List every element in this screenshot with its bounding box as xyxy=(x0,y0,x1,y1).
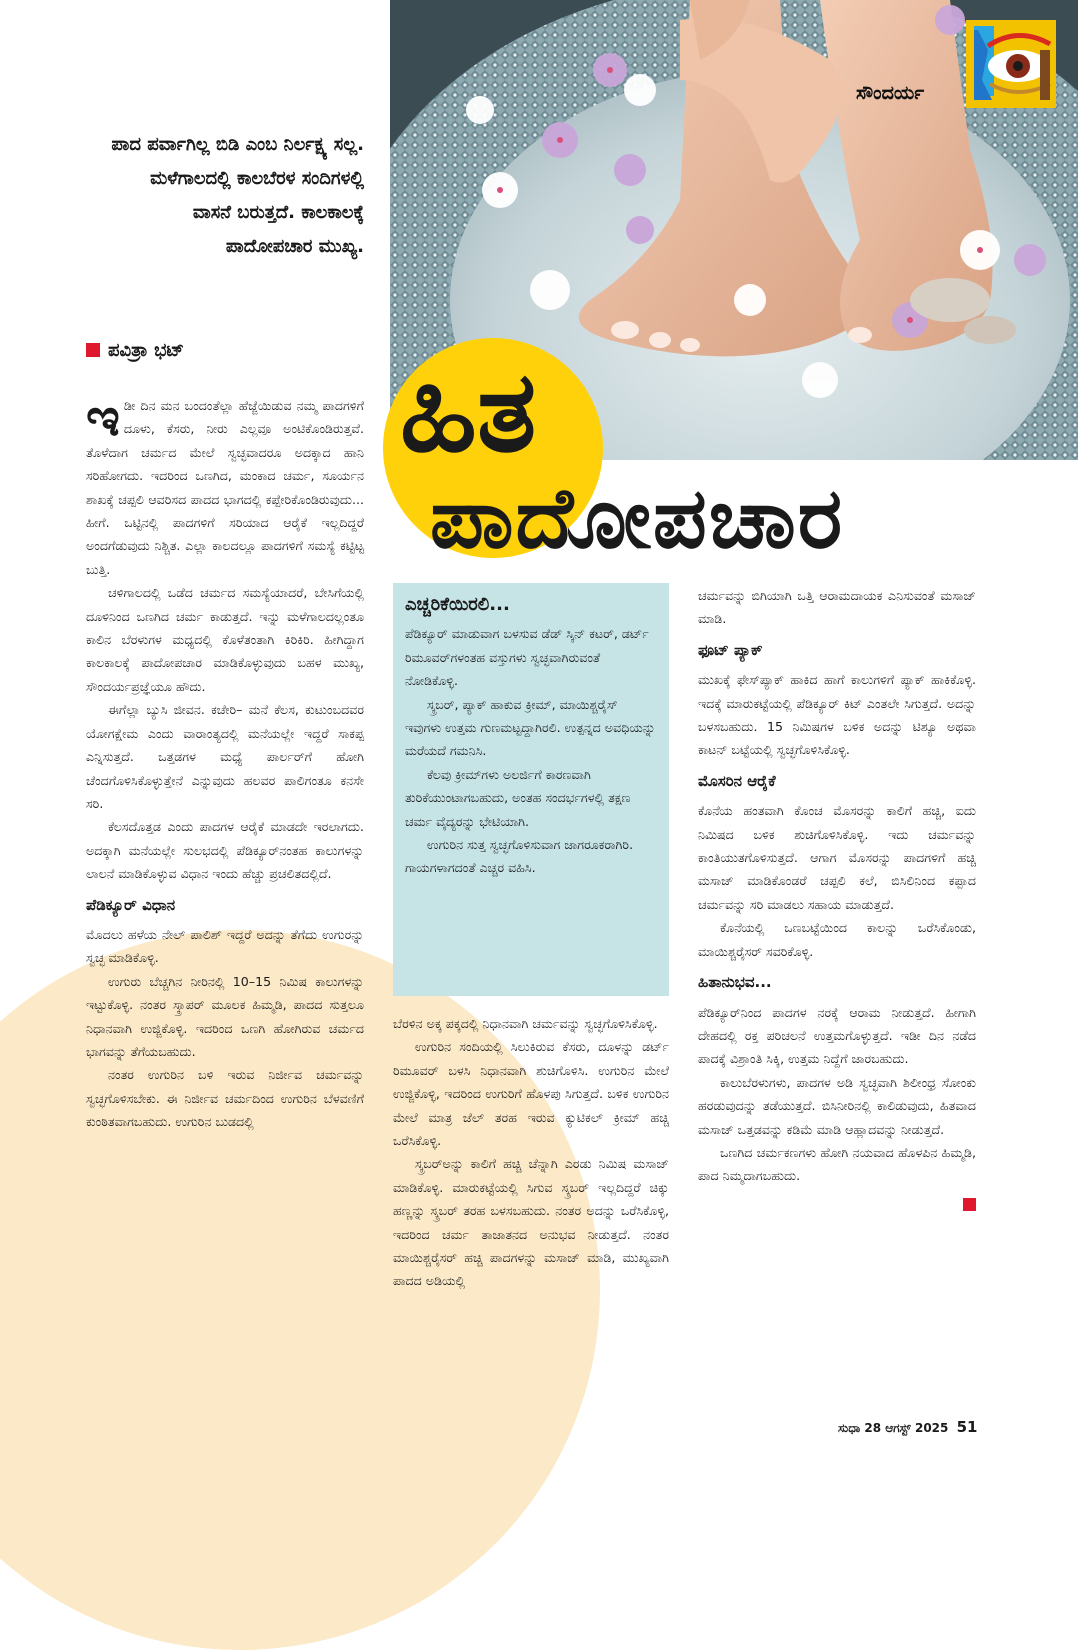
article-column-2 xyxy=(393,1012,669,1293)
magazine-name: ಸುಧಾ xyxy=(838,1421,861,1435)
end-of-article-marker xyxy=(963,1198,976,1211)
paragraph: ಪೆಡಿಕ್ಯೂರ್‌ನಿಂದ ಪಾದಗಳ ನರಕ್ಕೆ ಆರಾಮ ನೀಡುತ್ತದೆ. ಹೀಗಾಗಿ ದೇಹದಲ್ಲಿ ರಕ್ತ ಪರಿಚಲನೆ ಉತ್ತಮಗೊಳ್ಳುತ್ತದೆ. ಇಡೀ ದಿನ ನಡೆದ ಪಾದಕ್ಕೆ ವಿಶ್ರಾಂತಿ ಸಿಕ್ಕಿ, ಉತ್ತಮ ನಿದ್ದೆಗೆ ಜಾರಬಹುದು. xyxy=(698,1004,976,1067)
section-logo xyxy=(966,20,1056,108)
paragraph-text: ಡೀ ದಿನ ಮನ ಬಂದಂತೆಲ್ಲಾ ಹೆಜ್ಜೆಯಿಡುವ ನಮ್ಮ ಪಾದಗಳಿಗೆ ದೂಳು, ಕೆಸರು, ನೀರು ಎಲ್ಲವೂ ಅಂಟಿಕೊಂಡಿರುತ್ತವೆ. ತೊಳೆದಾಗ ಚರ್ಮದ ಮೇಲೆ ಸ್ವಚ್ಛವಾದರೂ ಅದಕ್ಕಾದ ಹಾನಿ ಸರಿಹೋಗದು. ಇದರಿಂದ ಒಣಗಿದ, ಮಂಕಾದ ಚರ್ಮ, ಸೂರ್ಯನ ಶಾಖಕ್ಕೆ ಚಪ್ಪಲಿ ಆವರಿಸದ ಪಾದದ ಭಾಗದಲ್ಲಿ ಕಪ್ಪೇರಿಕೊಂಡಿರುವುದು... ಹೀಗೆ. ಒಟ್ಟಿನಲ್ಲಿ ಪಾದಗಳಿಗೆ ಸರಿಯಾದ ಆರೈಕೆ ಇಲ್ಲದಿದ್ದರೆ ಅಂದಗೆಡುವುದು ನಿಶ್ಚಿತ. ಎಲ್ಲಾ ಕಾಲದಲ್ಲೂ ಪಾದಗಳಿಗೆ ಸಮಸ್ಯೆ ಕಟ್ಟಿಟ್ಟ ಬುತ್ತಿ. xyxy=(86,398,364,577)
paragraph: ಚರ್ಮವನ್ನು ಬಿಗಿಯಾಗಿ ಒತ್ತಿ ಆರಾಮದಾಯಕ ಎನಿಸುವಂತೆ ಮಸಾಜ್ ಮಾಡಿ. xyxy=(698,588,976,627)
subheading: ಪೆಡಿಕ್ಯೂರ್ ವಿಧಾನ xyxy=(86,895,176,914)
byline xyxy=(86,340,184,361)
paragraph: ಮುಖಕ್ಕೆ ಫೇಸ್‌ಪ್ಯಾಕ್ ಹಾಕಿದ ಹಾಗೆ ಕಾಲುಗಳಿಗೆ ಪ್ಯಾಕ್ ಹಾಕಿಕೊಳ್ಳಿ. ಇದಕ್ಕೆ ಮಾರುಕಟ್ಟೆಯಲ್ಲಿ ಪೆಡಿಕ್ಯೂರ್ ಕಿಟ್ ಎಂತಲೇ ಸಿಗುತ್ತದೆ. ಅದನ್ನು ಬಳಸಬಹುದು. 15 ನಿಮಿಷಗಳ ಬಳಿಕ ಅದನ್ನು ಟಿಶ್ಯೂ ಅಥವಾ ಕಾಟನ್ ಬಟ್ಟೆಯಲ್ಲಿ ಸ್ವಚ್ಛಗೊಳಿಸಿಕೊಳ್ಳಿ. xyxy=(698,672,976,758)
subheading: ಫೂಟ್ ಪ್ಯಾಕ್ xyxy=(698,640,763,659)
title-line-2: ಪಾದೋಪಚಾರ xyxy=(430,469,845,567)
issue-date: 28 ಆಗಸ್ಟ್ 2025 xyxy=(864,1421,949,1435)
paragraph: ಉಗುರು ಬೆಚ್ಚಗಿನ ನೀರಿನಲ್ಲಿ 10–15 ನಿಮಿಷ ಕಾಲುಗಳನ್ನು ಇಟ್ಟುಕೊಳ್ಳಿ. ನಂತರ ಸ್ಕ್ರಾಪರ್ ಮೂಲಕ ಹಿಮ್ಮಡಿ, ಪಾದದ ಸುತ್ತಲೂ ನಿಧಾನವಾಗಿ ಉಜ್ಜಿಕೊಳ್ಳಿ. ಇದರಿಂದ ಒಣಗಿ ಹೋಗಿರುವ ಚರ್ಮದ ಭಾಗವನ್ನು ತೆಗೆಯಬಹುದು. xyxy=(86,973,364,1059)
paragraph: ಈಗೆಲ್ಲಾ ಬ್ಯುಸಿ ಜೀವನ. ಕಚೇರಿ– ಮನೆ ಕೆಲಸ, ಕುಟುಂಬದವರ ಯೋಗಕ್ಷೇಮ ಎಂದು ವಾರಾಂತ್ಯದಲ್ಲಿ ಮನೆಯಲ್ಲೇ ಇದ್ದರೆ ಸಾಕಪ್ಪ ಎನ್ನಿಸುತ್ತದೆ. ಒತ್ತಡಗಳ ಮಧ್ಯೆ ಪಾರ್ಲರ್‌ಗೆ ಹೋಗಿ ಚೆಂದಗೊಳಿಸಿಕೊಳ್ಳುತ್ತೇನೆ ಎನ್ನುವುದು ಹಲವರ ಪಾಲಿಗಂತೂ ಕನಸೇ ಸರಿ. xyxy=(86,702,364,811)
warning-box xyxy=(393,583,669,996)
drop-cap: ಇ xyxy=(86,388,120,448)
paragraph: ಕಾಲುಬೆರಳುಗಳು, ಪಾದಗಳ ಅಡಿ ಸ್ವಚ್ಛವಾಗಿ ಶಿಲೀಂಧ್ರ ಸೋಂಕು ಹರಡುವುದನ್ನು ತಡೆಯುತ್ತದೆ. ಬಿಸಿನೀರಿನಲ್ಲಿ ಕಾಲಿಡುವುದು, ಹಿತವಾದ ಮಸಾಜ್ ಒತ್ತಡವನ್ನು ಕಡಿಮೆ ಮಾಡಿ ಆಹ್ಲಾದವನ್ನು ನೀಡುತ್ತದೆ. xyxy=(698,1074,976,1137)
page-footer xyxy=(838,1418,977,1436)
section-label: ಸೌಂದರ್ಯ xyxy=(856,82,925,104)
article-column-1 xyxy=(86,388,364,1134)
paragraph: ಕೊನೆಯಲ್ಲಿ ಒಣಬಟ್ಟೆಯಿಂದ ಕಾಲನ್ನು ಒರೆಸಿಕೊಂಡು, ಮಾಯಿಶ್ಚರೈಸರ್ ಸವರಿಕೊಳ್ಳಿ. xyxy=(698,920,976,959)
article-column-3 xyxy=(698,584,976,1211)
paragraph: ಪೆಡಿಕ್ಯೂರ್ ಮಾಡುವಾಗ ಬಳಸುವ ಡೆಡ್ ಸ್ಕಿನ್ ಕಟರ್, ಡರ್ಟ್ ರಿಮೂವರ್‌ಗಳಂತಹ ವಸ್ತುಗಳು ಸ್ವಚ್ಛವಾಗಿರುವಂತೆ ನೋಡಿಕೊಳ್ಳಿ. xyxy=(405,626,649,689)
subheading: ಹಿತಾನುಭವ... xyxy=(698,973,772,992)
paragraph: ಸ್ಕ್ರಬರ್‌ಅನ್ನು ಕಾಲಿಗೆ ಹಚ್ಚಿ ಚೆನ್ನಾಗಿ ಎರಡು ನಿಮಿಷ ಮಸಾಜ್ ಮಾಡಿಕೊಳ್ಳಿ. ಮಾರುಕಟ್ಟೆಯಲ್ಲಿ ಸಿಗುವ ಸ್ಕ್ರಬರ್ ಇಲ್ಲದಿದ್ದರೆ ಚಿಕ್ಕು ಹಣ್ಣನ್ನು ಸ್ಕ್ರಬರ್ ತರಹ ಬಳಸಬಹುದು. ನಂತರ ಅದನ್ನು ಒರೆಸಿಕೊಳ್ಳಿ, ಇದರಿಂದ ಚರ್ಮ ತಾಜಾತನದ ಅನುಭವ ನೀಡುತ್ತದೆ. ನಂತರ ಮಾಯಿಶ್ಚರೈಸರ್ ಹಚ್ಚಿ ಪಾದಗಳನ್ನು ಮಸಾಜ್ ಮಾಡಿ, ಮುಖ್ಯವಾಗಿ ಪಾದದ ಅಡಿಯಲ್ಲಿ xyxy=(393,1156,669,1289)
paragraph: ಮೊದಲು ಹಳೆಯ ನೇಲ್ ಪಾಲಿಶ್ ಇದ್ದರೆ ಅದನ್ನು ತೆಗೆದು ಉಗುರನ್ನು ಸ್ವಚ್ಛ ಮಾಡಿಕೊಳ್ಳಿ. xyxy=(86,926,364,966)
paragraph xyxy=(86,388,364,581)
paragraph: ಕೆಲಸದೊತ್ತಡ ಎಂದು ಪಾದಗಳ ಆರೈಕೆ ಮಾಡದೇ ಇರಲಾಗದು. ಅದಕ್ಕಾಗಿ ಮನೆಯಲ್ಲೇ ಸುಲಭದಲ್ಲಿ ಪೆಡಿಕ್ಯೂರ್‌ನಂತಹ ಕಾಲುಗಳನ್ನು ಲಾಲನೆ ಮಾಡಿಕೊಳ್ಳುವ ವಿಧಾನ ಇಂದು ಹೆಚ್ಚು ಪ್ರಚಲಿತದಲ್ಲಿದೆ. xyxy=(86,819,364,882)
title-line-1: ಹಿತ xyxy=(400,347,537,477)
subheading: ಮೊಸರಿನ ಆರೈಕೆ xyxy=(698,771,776,790)
author-name: ಪವಿತ್ರಾ ಭಟ್ xyxy=(108,340,185,361)
pull-quote: ಪಾದ ಪರ್ವಾಗಿಲ್ಲ ಬಿಡಿ ಎಂಬ ನಿರ್ಲಕ್ಷ್ಯ ಸಲ್ಲ. ಮಳೆಗಾಲದಲ್ಲಿ ಕಾಲಬೆರಳ ಸಂದಿಗಳಲ್ಲಿ ವಾಸನೆ ಬರುತ್ತದೆ. ಕಾಲಕಾಲಕ್ಕೆ ಪಾದೋಪಚಾರ ಮುಖ್ಯ. xyxy=(111,134,364,257)
beauty-eye-icon xyxy=(966,20,1056,108)
paragraph: ಉಗುರಿನ ಸಂದಿಯಲ್ಲಿ ಸಿಲುಕಿರುವ ಕೆಸರು, ದೂಳನ್ನು ಡರ್ಟ್ ರಿಮೂವರ್ ಬಳಸಿ ನಿಧಾನವಾಗಿ ಶುಚಿಗೊಳಿಸಿ. ಉಗುರಿನ ಮೇಲೆ ಉಜ್ಜಿಕೊಳ್ಳಿ, ಇದರಿಂದ ಉಗುರಿಗೆ ಹೊಳಪು ಸಿಗುತ್ತದೆ. ಬಳಿಕ ಉಗುರಿನ ಮೇಲೆ ಮಾತ್ರ ಜೆಲ್ ತರಹ ಇರುವ ಕ್ಯುಟಿಕಲ್ ಕ್ರೀಮ್ ಹಚ್ಚಿ ಒರೆಸಿಕೊಳ್ಳಿ. xyxy=(393,1039,669,1149)
page-number: 51 xyxy=(956,1418,978,1436)
red-square-marker xyxy=(86,343,100,357)
paragraph: ಒಣಗಿದ ಚರ್ಮಕಣಗಳು ಹೋಗಿ ನಯವಾದ ಹೊಳಪಿನ ಹಿಮ್ಮಡಿ, ಪಾದ ನಿಮ್ಮದಾಗಬಹುದು. xyxy=(698,1144,976,1184)
paragraph: ನಂತರ ಉಗುರಿನ ಬಳಿ ಇರುವ ನಿರ್ಜೀವ ಚರ್ಮವನ್ನು ಸ್ವಚ್ಛಗೊಳಿಸಬೇಕು. ಈ ನಿರ್ಜೀವ ಚರ್ಮದಿಂದ ಉಗುರಿನ ಬೆಳವಣಿಗೆ ಕುಂಠಿತವಾಗಬಹುದು. ಉಗುರಿನ ಬುಡದಲ್ಲಿ xyxy=(86,1067,364,1130)
paragraph: ಕೊನೆಯ ಹಂತವಾಗಿ ಕೊಂಚ ಮೊಸರನ್ನು ಕಾಲಿಗೆ ಹಚ್ಚಿ, ಐದು ನಿಮಿಷದ ಬಳಿಕ ಶುಚಿಗೊಳಿಸಿಕೊಳ್ಳಿ. ಇದು ಚರ್ಮವನ್ನು ಕಾಂತಿಯುತಗೊಳಿಸುತ್ತದೆ. ಆಗಾಗ ಮೊಸರನ್ನು ಪಾದಗಳಿಗೆ ಹಚ್ಚಿ ಮಸಾಜ್ ಮಾಡಿಕೊಂಡರೆ ಚಪ್ಪಲಿ ಕಲೆ, ಬಿಸಿಲಿನಿಂದ ಕಪ್ಪಾದ ಚರ್ಮವನ್ನು ಸರಿ ಮಾಡಲು ಸಹಾಯ ಮಾಡುತ್ತದೆ. xyxy=(698,803,976,912)
paragraph: ಕೆಲವು ಕ್ರೀಮ್‌ಗಳು ಅಲರ್ಜಿಗೆ ಕಾರಣವಾಗಿ ತುರಿಕೆಯುಂಟಾಗಬಹುದು, ಅಂತಹ ಸಂದರ್ಭಗಳಲ್ಲಿ ತಕ್ಷಣ ಚರ್ಮ ವೈದ್ಯರನ್ನು ಭೇಟಿಯಾಗಿ. xyxy=(405,766,631,829)
paragraph: ಚಳಿಗಾಲದಲ್ಲಿ ಒಡೆದ ಚರ್ಮದ ಸಮಸ್ಯೆಯಾದರೆ, ಬೇಸಿಗೆಯಲ್ಲಿ ದೂಳಿನಿಂದ ಒಣಗಿದ ಚರ್ಮ ಕಾಡುತ್ತದೆ. ಇನ್ನು ಮಳೆಗಾಲದಲ್ಲಂತೂ ಕಾಲಿನ ಬೆರಳುಗಳ ಮಧ್ಯದಲ್ಲಿ ಕೊಳೆತಂತಾಗಿ ಕಿರಿಕಿರಿ. ಹೀಗಿದ್ದಾಗ ಕಾಲಕಾಲಕ್ಕೆ ಪಾದೋಪಚಾರ ಮಾಡಿಕೊಳ್ಳುವುದು ಬಹಳ ಮುಖ್ಯ, ಸೌಂದರ್ಯಪ್ರಜ್ಞೆಯೂ ಹೌದು. xyxy=(86,585,364,694)
paragraph: ಉಗುರಿನ ಸುತ್ತ ಸ್ವಚ್ಛಗೊಳಿಸುವಾಗ ಜಾಗರೂಕರಾಗಿರಿ. ಗಾಯಗಳಾಗದಂತೆ ಎಚ್ಚರ ವಹಿಸಿ. xyxy=(405,837,634,876)
paragraph: ಸ್ಕ್ರಬರ್, ಪ್ಯಾಕ್ ಹಾಕುವ ಕ್ರೀಮ್, ಮಾಯಿಶ್ಚರೈಸ್ ಇವುಗಳು ಉತ್ತಮ ಗುಣಮಟ್ಟದ್ದಾಗಿರಲಿ. ಉತ್ಪನ್ನದ ಅವಧಿಯನ್ನು ಮರೆಯದೆ ಗಮನಿಸಿ. xyxy=(405,696,656,759)
paragraph: ಬೆರಳಿನ ಅಕ್ಕ ಪಕ್ಕದಲ್ಲಿ ನಿಧಾನವಾಗಿ ಚರ್ಮವನ್ನು ಸ್ವಚ್ಛಗೊಳಿಸಿಕೊಳ್ಳಿ. xyxy=(393,1016,658,1031)
warning-heading: ಎಚ್ಚರಿಕೆಯಿರಲಿ... xyxy=(405,594,510,615)
